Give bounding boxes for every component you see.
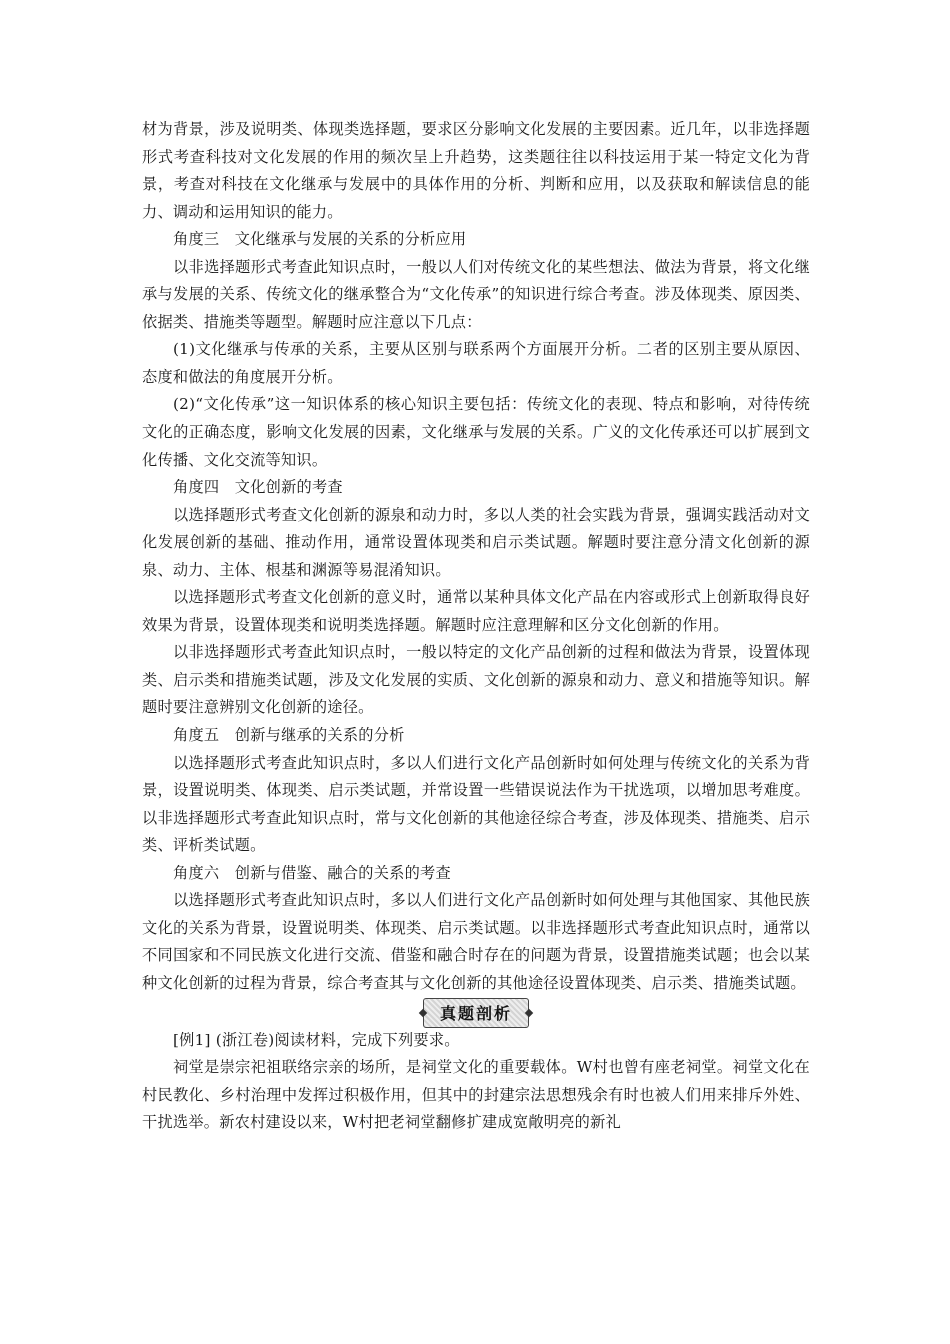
section-badge-row xyxy=(142,1000,810,1027)
heading-angle-four: 角度四 文化创新的考查 xyxy=(173,478,343,497)
paragraph: 以选择题形式考查文化创新的意义时，通常以某种具体文化产品在内容或形式上创新取得良好效果为背景，设置体现类和说明类选择题。解题时应注意理解和区分文化创新的作用。 xyxy=(142,588,810,634)
heading-angle-five: 角度五 创新与继承的关系的分析 xyxy=(173,726,405,745)
example-heading: [例1] (浙江卷)阅读材料，完成下列要求。 xyxy=(173,1030,460,1049)
paragraph-point-1: (1)文化继承与传承的关系，主要从区别与联系两个方面展开分析。二者的区别主要从原因、态度和做法的角度展开分析。 xyxy=(142,340,810,386)
paragraph: 以选择题形式考查文化创新的源泉和动力时，多以人类的社会实践为背景，强调实践活动对文化发展创新的基础、推动作用，通常设置体现类和启示类试题。解题时要注意分清文化创新的源泉、动力、主体、根基和渊源等易混淆知识。 xyxy=(142,505,810,579)
paragraph: 以非选择题形式考查此知识点时，一般以人们对传统文化的某些想法、做法为背景，将文化继承与发展的关系、传统文化的继承整合为“文化传承”的知识进行综合考查。涉及体现类、原因类、依据类、措施类等题型。解题时应注意以下几点： xyxy=(142,257,810,331)
paragraph-material: 祠堂是崇宗祀祖联络宗亲的场所，是祠堂文化的重要载体。W村也曾有座老祠堂。祠堂文化在村民教化、乡村治理中发挥过积极作用，但其中的封建宗法思想残余有时也被人们用来排斥外姓、干扰选举。新农村建设以来，W村把老祠堂翻修扩建成宽敞明亮的新礼 xyxy=(142,1058,810,1132)
paragraph-continuation: 材为背景，涉及说明类、体现类选择题，要求区分影响文化发展的主要因素。近几年，以非选择题形式考查科技对文化发展的作用的频次呈上升趋势，这类题往往以科技运用于某一特定文化为背景，考查对科技在文化继承与发展中的具体作用的分析、判断和应用，以及获取和解读信息的能力、调动和运用知识的能力。 xyxy=(142,120,810,221)
paragraph: 以非选择题形式考查此知识点时，一般以特定的文化产品创新的过程和做法为背景，设置体现类、启示类和措施类试题，涉及文化发展的实质、文化创新的源泉和动力、意义和措施等知识。解题时要注意辨别文化创新的途径。 xyxy=(142,643,810,717)
heading-angle-six: 角度六 创新与借鉴、融合的关系的考查 xyxy=(173,863,451,882)
heading-angle-three: 角度三 文化继承与发展的关系的分析应用 xyxy=(173,230,467,249)
section-badge: 真题剖析 xyxy=(423,998,529,1028)
paragraph: 以选择题形式考查此知识点时，多以人们进行文化产品创新时如何处理与传统文化的关系为背景，设置说明类、体现类、启示类试题，并常设置一些错误说法作为干扰选项，以增加思考难度。以非选择题形式考查此知识点时，常与文化创新的其他途径综合考查，涉及体现类、措施类、启示类、评析类试题。 xyxy=(142,753,810,855)
paragraph-point-2: (2)“文化传承”这一知识体系的核心知识主要包括：传统文化的表现、特点和影响，对待传统文化的正确态度，影响文化发展的因素，文化继承与发展的关系。广义的文化传承还可以扩展到文化传播、文化交流等知识。 xyxy=(142,395,810,469)
paragraph: 以选择题形式考查此知识点时，多以人们进行文化产品创新时如何处理与其他国家、其他民族文化的关系为背景，设置说明类、体现类、启示类试题。以非选择题形式考查此知识点时，通常以不同国家和不同民族文化进行交流、借鉴和融合时存在的问题为背景，设置措施类试题；也会以某种文化创新的过程为背景，综合考查其与文化创新的其他途径设置体现类、启示类、措施类试题。 xyxy=(142,891,810,992)
document-page xyxy=(142,116,810,1137)
